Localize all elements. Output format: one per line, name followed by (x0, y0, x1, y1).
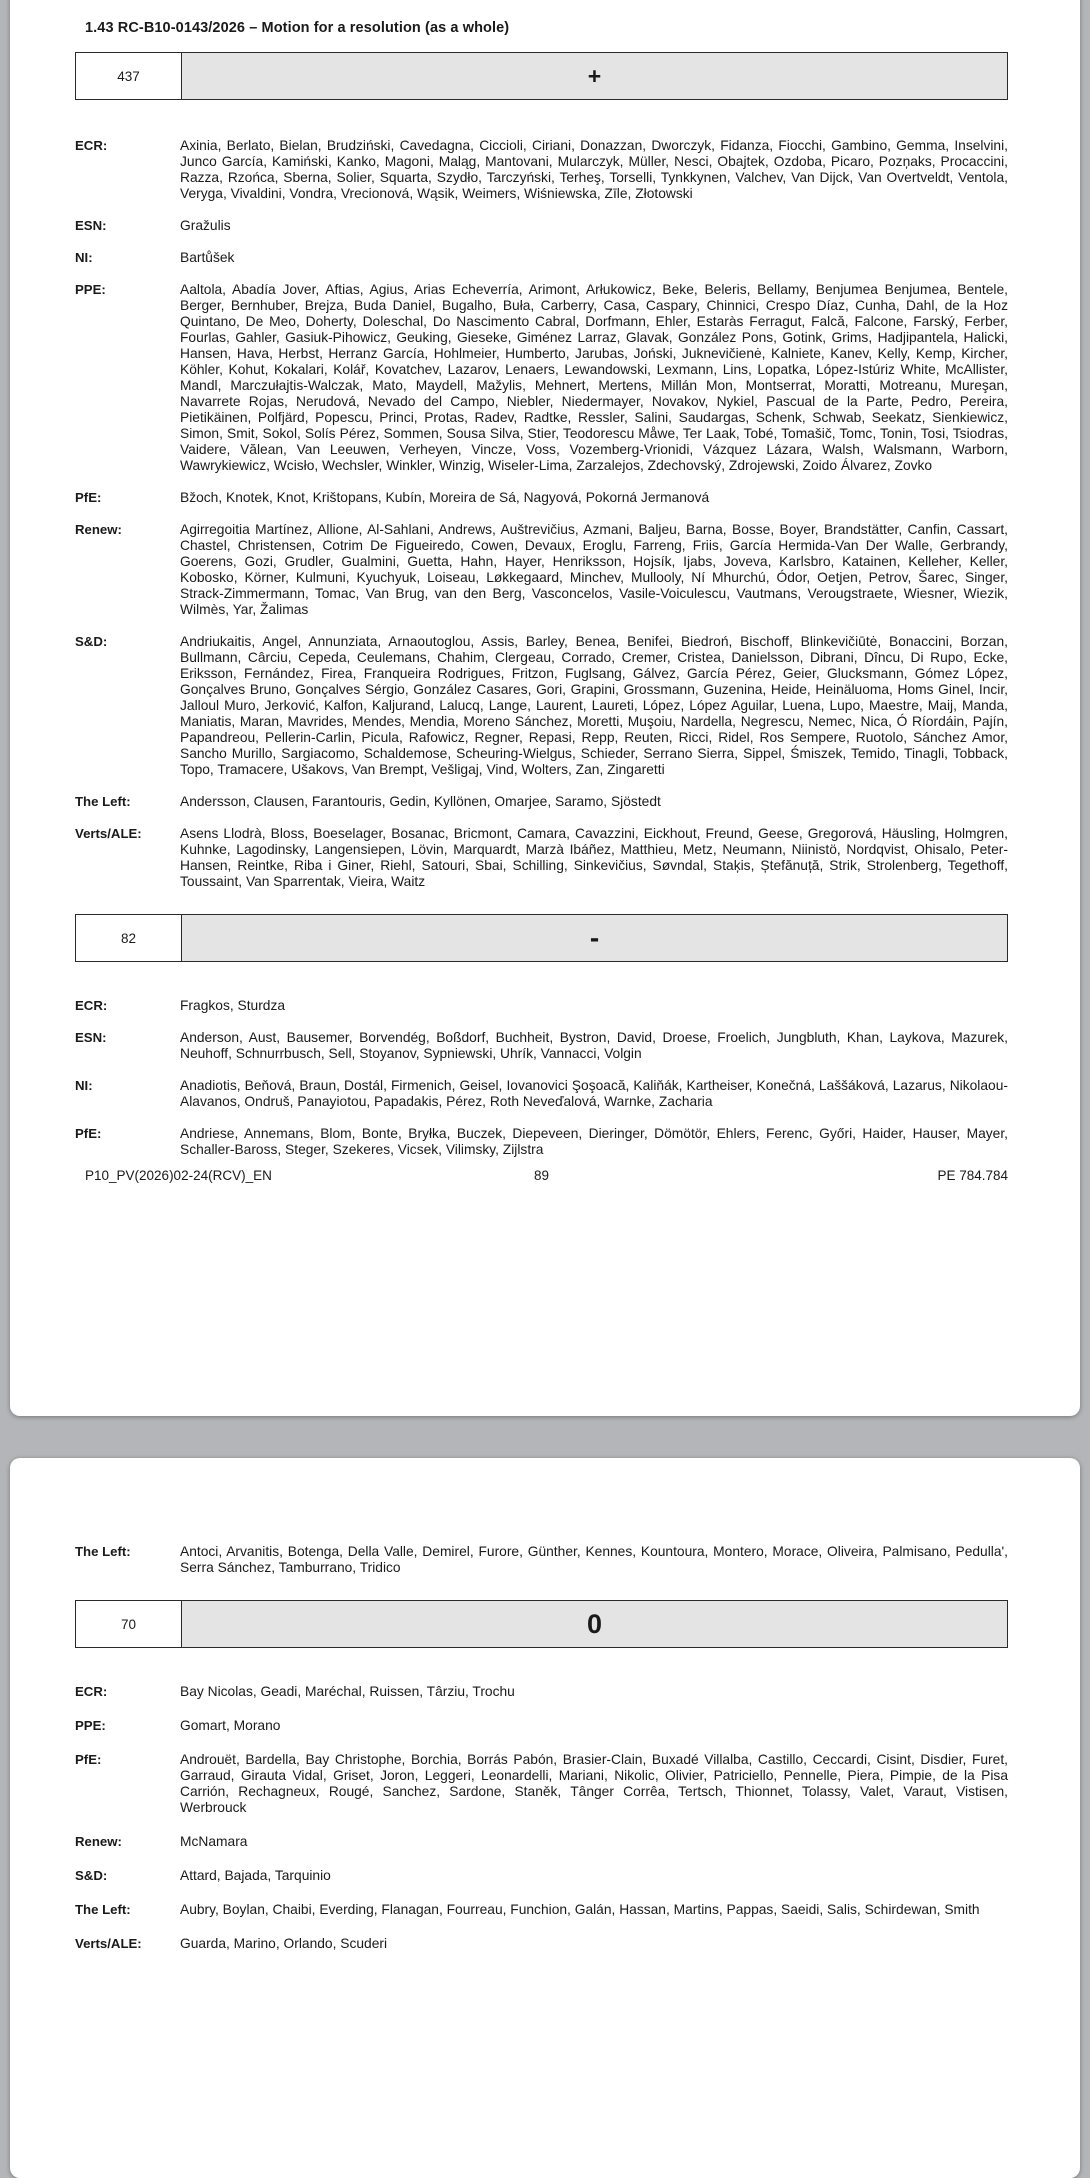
group-row-zero-ecr (75, 1684, 1008, 1700)
group-label: PPE: (75, 1718, 106, 1733)
group-label: PfE: (75, 1126, 102, 1141)
document-page-2 (10, 1458, 1080, 2178)
vote-box-minus (75, 914, 1008, 962)
footer-page-number: 89 (533, 1168, 550, 1183)
footer-doc-ref: P10_PV(2026)02-24(RCV)_EN (85, 1168, 272, 1183)
group-label: Renew: (75, 522, 122, 537)
group-label: Verts/ALE: (75, 826, 142, 841)
group-names: Guarda, Marino, Orlando, Scuderi (180, 1936, 388, 1951)
group-label: ESN: (75, 1030, 107, 1045)
group-row-zero-theleft (75, 1902, 1008, 1918)
group-row-plus-pfe (75, 490, 1008, 506)
group-row-plus-esn (75, 218, 1008, 234)
group-label: S&D: (75, 634, 108, 649)
group-names: Attard, Bajada, Tarquinio (180, 1868, 331, 1883)
group-row-plus-renew (75, 522, 1008, 618)
group-names: Antoci, Arvanitis, Botenga, Della Valle, Demirel, Furore, Günther, Kennes, Kountoura, Montero, Morace, Oliveira, Palmisano, Pedulla', Serra Sánchez, Tamburrano, Tridico (180, 1544, 1008, 1575)
vote-count-zero: 70 (76, 1601, 182, 1647)
group-label: PfE: (75, 490, 102, 505)
group-label: The Left: (75, 1544, 131, 1559)
vote-count-minus: 82 (76, 915, 182, 961)
group-row-zero-renew (75, 1834, 1008, 1850)
group-label: The Left: (75, 1902, 131, 1917)
group-label: Renew: (75, 1834, 122, 1849)
group-row-zero-sd (75, 1868, 1008, 1884)
group-label: S&D: (75, 1868, 108, 1883)
group-names: Gomart, Morano (180, 1718, 281, 1733)
vote-box-zero (75, 1600, 1008, 1648)
group-label: ECR: (75, 998, 108, 1013)
vote-symbol-plus: + (182, 53, 1007, 99)
group-names: Androuët, Bardella, Bay Christophe, Borchia, Borrás Pabón, Brasier-Clain, Buxadé Villalba, Castillo, Ceccardi, Cisint, Disdier, Furet, Garraud, Girauta Vidal, Griset, Joron, Leggeri, Leonardelli, Mariani, Nikolic, Olivier, Patriciello, Pennelle, Piera, Pimpie, de la Pisa Carrión, Rechagneux, Rougé, Sanchez, Sardone, Staněk, Tânger Corrêa, Tertsch, Thionnet, Tolassy, Valet, Varaut, Vistisen, Werbrouck (180, 1752, 1008, 1815)
group-names: Anadiotis, Beňová, Braun, Dostál, Firmenich, Geisel, Iovanovici Şoşoacă, Kaliňák, Kartheiser, Konečná, Laššáková, Lazarus, Nikolaou-Alavanos, Ondruš, Panayiotou, Papadakis, Pérez, Roth Neveďalová, Warnke, Zacharia (180, 1078, 1008, 1109)
group-names: Andriese, Annemans, Blom, Bonte, Bryłka, Buczek, Diepeveen, Dieringer, Dömötör, Ehlers, Ferenc, Győri, Haider, Hauser, Mayer, Schaller-Baross, Steger, Szekeres, Vicsek, Vilimsky, Zijlstra (180, 1126, 1008, 1157)
group-names: Bžoch, Knotek, Knot, Krištopans, Kubín, Moreira de Sá, Nagyová, Pokorná Jermanová (180, 490, 710, 505)
group-row-minus-ni (75, 1078, 1008, 1110)
group-label: NI: (75, 250, 93, 265)
group-row-plus-verts (75, 826, 1008, 890)
group-row-minus-ecr (75, 998, 1008, 1014)
page-footer (75, 1168, 1008, 1183)
group-row-plus-theleft (75, 794, 1008, 810)
group-row-plus-ecr (75, 138, 1008, 202)
group-label: PfE: (75, 1752, 102, 1767)
group-row-minus-pfe (75, 1126, 1008, 1158)
vote-title: 1.43 RC-B10-0143/2026 – Motion for a resolution (as a whole) (85, 20, 510, 36)
group-names: Fragkos, Sturdza (180, 998, 286, 1013)
group-names: Asens Llodrà, Bloss, Boeselager, Bosanac, Bricmont, Camara, Cavazzini, Eickhout, Freund, Geese, Gregorová, Häusling, Holmgren, Kuhnke, Lagodinsky, Langensiepen, Lövin, Marquardt, Marzà Ibáñez, Matthieu, Metz, Neumann, Niinistö, Nordqvist, Ohisalo, Peter-Hansen, Reintke, Riba i Giner, Riehl, Satouri, Sbai, Schilling, Sinkevičius, Søvndal, Staķis, Ștefănuță, Strik, Strolenberg, Tegethoff, Toussaint, Van Sparrentak, Vieira, Waitz (180, 826, 1008, 889)
document-page-1 (10, 0, 1080, 1416)
group-label: ECR: (75, 1684, 108, 1699)
group-label: ECR: (75, 138, 108, 153)
group-names: Aaltola, Abadía Jover, Aftias, Agius, Arias Echeverría, Arimont, Arłukowicz, Beke, Beleris, Bellamy, Benjumea Benjumea, Bentele, Berger, Bernhuber, Brejza, Buda Daniel, Bugalho, Buła, Carberry, Casa, Caspary, Chinnici, Crespo Díaz, Cunha, Dahl, de la Hoz Quintano, De Meo, Doherty, Doleschal, Do Nascimento Cabral, Dorfmann, Ehler, Estaràs Ferragut, Falcă, Falcone, Farský, Ferber, Fourlas, Gahler, Gasiuk-Pihowicz, Geuking, Gieseke, Giménez Larraz, Glavak, González Pons, Gotink, Grims, Hadjipantela, Halicki, Hansen, Hava, Herbst, Herranz García, Hohlmeier, Humberto, Jarubas, Joński, Juknevičienė, Kalniete, Kanev, Kelly, Kemp, Kircher, Köhler, Kohut, Kokalari, Kolář, Kovatchev, Lazarov, Lenaers, Lewandowski, Lexmann, Lins, Lopatka, López-Istúriz White, McAllister, Mandl, Marczułajtis-Walczak, Mato, Maydell, Mažylis, Mehnert, Mertens, Millán Mon, Montserrat, Moratti, Motreanu, Mureşan, Navarrete Rojas, Nerudová, Nevado del Campo, Niebler, Niedermayer, Novakov, Nykiel, Pascual de la Parte, Pedro, Pereira, Pietikäinen, Polfjärd, Popescu, Princi, Protas, Radev, Radtke, Ressler, Salini, Saudargas, Schenk, Schwab, Seekatz, Sienkiewicz, Simon, Smit, Sokol, Solís Pérez, Sommen, Sousa Silva, Stier, Teodorescu Måwe, Ter Laak, Tobé, Tomašič, Tomc, Tonin, Tosi, Tsiodras, Vaidere, Vălean, Van Leeuwen, Verheyen, Vincze, Voss, Vozemberg-Vrionidi, Vázquez Lázara, Walsh, Walsmann, Warborn, Wawrykiewicz, Wcisło, Wechsler, Winkler, Winzig, Wiseler-Lima, Zarzalejos, Zdechovský, Zdrojewski, Zoido Álvarez, Zovko (180, 282, 1008, 473)
group-label: ESN: (75, 218, 107, 233)
group-names: Andersson, Clausen, Farantouris, Gedin, Kyllönen, Omarjee, Saramo, Sjöstedt (180, 794, 661, 809)
footer-pe-ref: PE 784.784 (937, 1168, 1008, 1183)
group-names: Andriukaitis, Angel, Annunziata, Arnaoutoglou, Assis, Barley, Benea, Benifei, Biedroń, Bischoff, Blinkevičiūtė, Bonaccini, Borzan, Bullmann, Cârciu, Cepeda, Ceulemans, Chahim, Clergeau, Corrado, Cremer, Cristea, Danielsson, Dibrani, Dîncu, Di Rupo, Ecke, Eriksson, Fernández, Firea, Franqueira Rodrigues, Fritzon, Fuglsang, Gálvez, García Pérez, Geier, Glucksmann, Gómez López, Gonçalves Bruno, Gonçalves Sérgio, González Casares, Gori, Grapini, Grossmann, Guzenina, Heide, Heinäluoma, Homs Ginel, Incir, Jalloul Muro, Jerković, Kalfon, Kaljurand, Lalucq, Lange, Laurent, Laureti, López, López Aguilar, Luena, Lupo, Maestre, Maij, Manda, Maniatis, Maran, Mavrides, Mendes, Mendia, Moreno Sánchez, Moretti, Muşoiu, Nardella, Negrescu, Nemec, Nica, Ó Ríordáin, Pajín, Papandreou, Pellerin-Carlin, Picula, Rafowicz, Regner, Repasi, Repp, Reuten, Ricci, Ridel, Ros Sempere, Ruotolo, Sánchez Amor, Sancho Murillo, Sargiacomo, Schaldemose, Scheuring-Wielgus, Schieder, Serrano Sierra, Sippel, Śmiszek, Temido, Tinagli, Tobback, Topo, Tramacere, Ušakovs, Van Brempt, Vešligaj, Vind, Wolters, Zan, Zingaretti (180, 634, 1008, 777)
group-names: Axinia, Berlato, Bielan, Brudziński, Cavedagna, Ciccioli, Ciriani, Donazzan, Dworczyk, Fidanza, Fiocchi, Gambino, Gemma, Inselvini, Junco García, Kamiński, Kanko, Magoni, Maląg, Mantovani, Mularczyk, Müller, Nesci, Obajtek, Ozdoba, Picaro, Pozņaks, Procaccini, Razza, Rzońca, Sberna, Solier, Squarta, Szydło, Tarczyński, Terheş, Torselli, Tynkkynen, Valchev, Van Dijck, Van Overtveldt, Ventola, Veryga, Vivaldini, Vondra, Vrecionová, Wąsik, Weimers, Wiśniewska, Zīle, Złotowski (180, 138, 1008, 201)
group-names: Bay Nicolas, Geadi, Maréchal, Ruissen, Târziu, Trochu (180, 1684, 515, 1699)
group-names: Aubry, Boylan, Chaibi, Everding, Flanagan, Fourreau, Funchion, Galán, Hassan, Martins, Pappas, Saeidi, Salis, Schirdewan, Smith (180, 1902, 980, 1917)
group-row-minus-esn (75, 1030, 1008, 1062)
group-label: PPE: (75, 282, 106, 297)
vote-box-plus (75, 52, 1008, 100)
group-names: Agirregoitia Martínez, Allione, Al-Sahlani, Andrews, Auštrevičius, Azmani, Baljeu, Barna, Bosse, Boyer, Brandstätter, Canfin, Cassart, Chastel, Christensen, Cotrim De Figueiredo, Cowen, Devaux, Eroglu, Farreng, Friis, García Hermida-Van Der Walle, Gerbrandy, Goerens, Gozi, Grudler, Gualmini, Guetta, Hahn, Hayer, Henriksson, Hojsík, Ijabs, Joveva, Karlsbro, Katainen, Kelleher, Keller, Kobosko, Körner, Kulmuni, Kyuchyuk, Loiseau, Løkkegaard, Minchev, Mullooly, Ní Mhurchú, Ódor, Oetjen, Petrov, Šarec, Singer, Strack-Zimmermann, Tomac, Van Brug, van den Berg, Vasconcelos, Vasile-Voiculescu, Vautmans, Verougstraete, Wiesner, Wiezik, Wilmès, Yar, Žalimas (180, 522, 1008, 617)
vote-count-plus: 437 (76, 53, 182, 99)
group-label: NI: (75, 1078, 93, 1093)
group-row-plus-sd (75, 634, 1008, 778)
group-row-plus-ppe (75, 282, 1008, 474)
vote-symbol-minus: - (182, 915, 1007, 961)
group-names: Bartůšek (180, 250, 235, 265)
group-row-minus-theleft-continued (75, 1544, 1008, 1576)
group-names: McNamara (180, 1834, 248, 1849)
group-row-zero-ppe (75, 1718, 1008, 1734)
group-row-zero-pfe (75, 1752, 1008, 1816)
group-names: Gražulis (180, 218, 231, 233)
vote-symbol-zero: 0 (182, 1601, 1007, 1647)
group-names: Anderson, Aust, Bausemer, Borvendég, Boßdorf, Buchheit, Bystron, David, Droese, Froelich, Jungbluth, Khan, Laykova, Mazurek, Neuhoff, Schnurrbusch, Sell, Stoyanov, Sypniewski, Uhrík, Vannacci, Volgin (180, 1030, 1008, 1061)
group-label: Verts/ALE: (75, 1936, 142, 1951)
group-label: The Left: (75, 794, 131, 809)
group-row-plus-ni (75, 250, 1008, 266)
group-row-zero-verts (75, 1936, 1008, 1952)
